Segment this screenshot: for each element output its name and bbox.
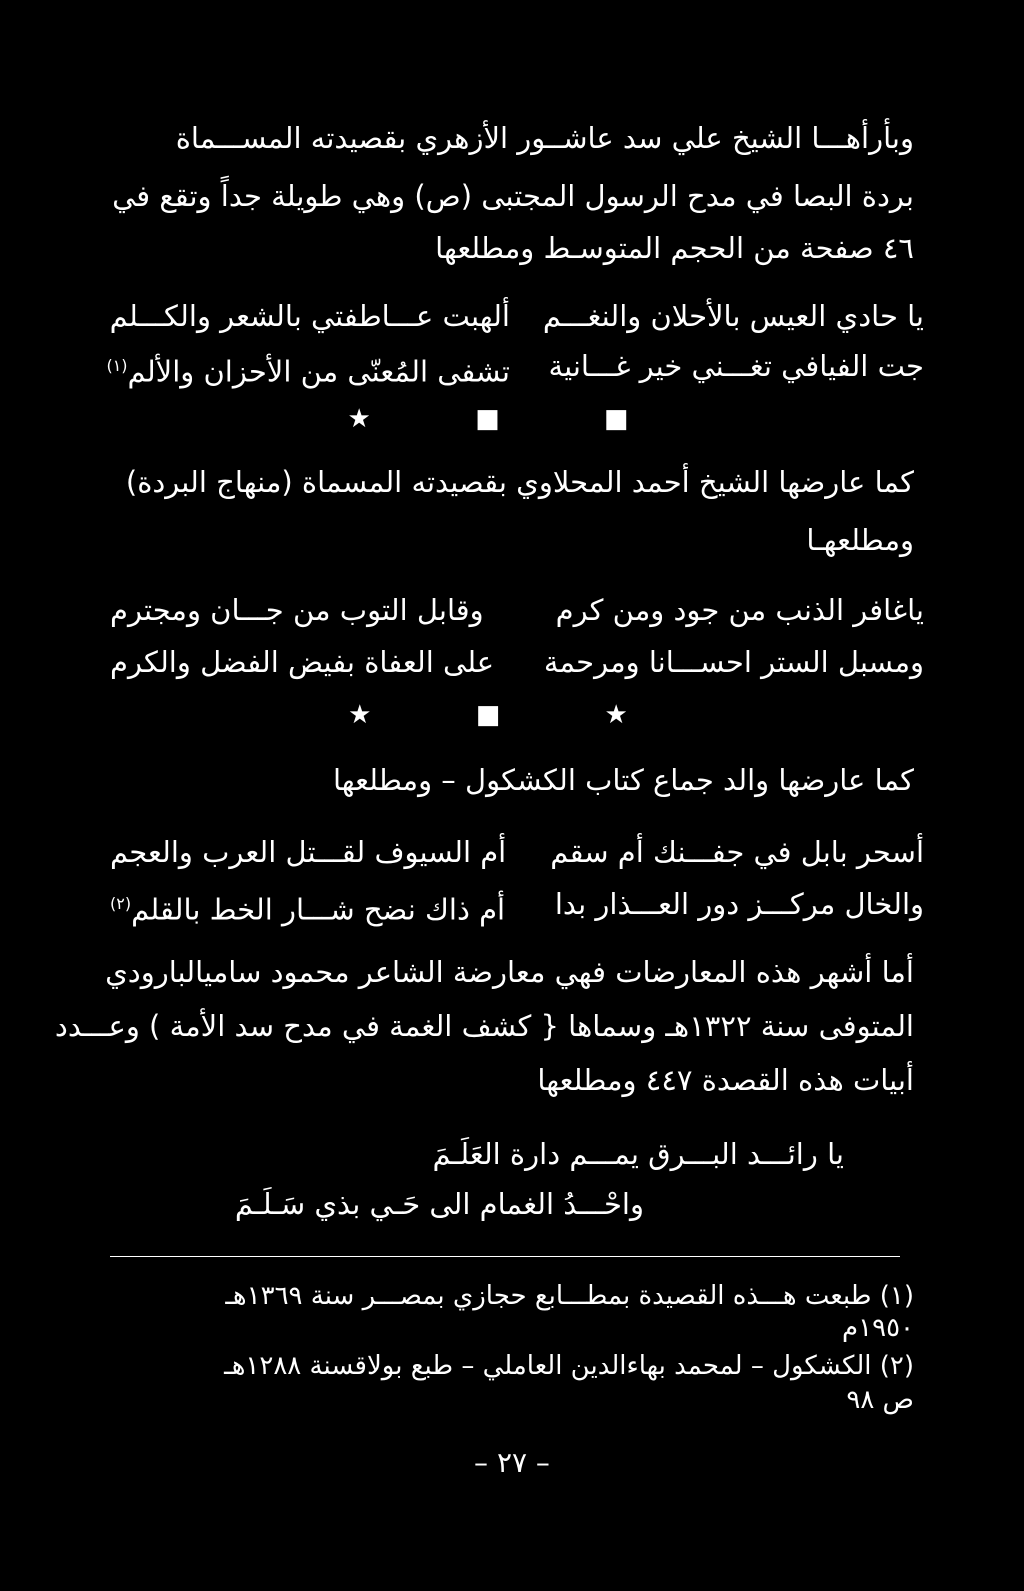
verse-hemistich [106, 346, 510, 392]
section-separator: ★ ■ ■ [347, 404, 677, 434]
verse-hemistich: ياغافر الذنب من جود ومن كرم [555, 593, 924, 627]
verse-hemistich: يا حادي العيس بالأحلان والنغـــم [542, 299, 924, 333]
paragraph-line: المتوفى سنة ١٣٢٢هـ وسماها { كشف الغمة في مدح سد الأمة ) وعـــدد [54, 1009, 914, 1043]
verse-hemistich [110, 884, 510, 930]
verse-text: تشفى المُعنّى من الأحزان والألم [127, 354, 510, 389]
verse-hemistich: ومسبل الستر احســـانا ومرحمة [543, 645, 924, 679]
verse-hemistich: والخال مركـــز دور العـــذار بدا [554, 887, 924, 921]
verse-hemistich: أم السيوف لقـــتل العرب والعجم [110, 835, 507, 869]
footnote-line: ص ٩٨ [846, 1385, 914, 1415]
paragraph-line: كما عارضها الشيخ أحمد المحلاوي بقصيدته المسماة (منهاج البردة) [125, 465, 914, 499]
footnote-marker: (٢) [110, 894, 132, 913]
verse-hemistich: ألهبت عـــاطفتي بالشعر والكـــلم [109, 299, 510, 333]
footnote-line: ١٩٥٠م [842, 1313, 914, 1343]
paragraph-line: كما عارضها والد جماع كتاب الكشكول – ومطلعها [332, 763, 914, 797]
verse-line: يا رائـــد البـــرق يمـــم دارة العَلَـمَ [432, 1137, 844, 1171]
footnote-divider [110, 1256, 900, 1257]
paragraph-line: ٤٦ صفحة من الحجم المتوسـط ومطلعها [435, 231, 914, 265]
verse-hemistich: أسحر بابل في جفـــنك أم سقم [550, 835, 924, 869]
footnote-line: (٢) الكشكول – لمحمد بهاءالدين العاملي – طبع بولاقسنة ١٢٨٨هـ [224, 1351, 914, 1381]
section-separator: ★ ■ ★ [348, 700, 676, 730]
page-number: – ٢٧ – [474, 1446, 550, 1479]
paragraph-line: بردة البصا في مدح الرسول المجتبى (ص) وهي طويلة جداً وتقع في [112, 179, 914, 213]
paragraph-line: وبأرأهـــا الشيخ علي سد عاشــور الأزهري بقصيدته المســـماة [175, 121, 914, 155]
verse-hemistich: وقابل التوب من جـــان ومجترم [110, 593, 484, 627]
footnote-marker: (١) [106, 356, 128, 375]
verse-hemistich: جت الفيافي تغـــني خير غـــانية [548, 349, 924, 383]
verse-line: واحْـــدُ الغمام الى حَـي بذي سَـلَـمَ [234, 1187, 644, 1221]
paragraph-line: أبيات هذه القصدة ٤٤٧ ومطلعها [537, 1063, 914, 1097]
paragraph-line: أما أشهر هذه المعارضات فهي معارضة الشاعر محمود ساميالبارودي [105, 955, 914, 989]
verse-hemistich: على العفاة بفيض الفضل والكرم [110, 645, 495, 679]
footnote-line: (١) طبعت هـــذه القصيدة بمطـــابع حجازي بمصـــر سنة ١٣٦٩هـ [225, 1281, 914, 1311]
paragraph-line: ومطلعهـا [806, 523, 914, 557]
verse-text: أم ذاك نضح شـــار الخط بالقلم [131, 892, 506, 927]
